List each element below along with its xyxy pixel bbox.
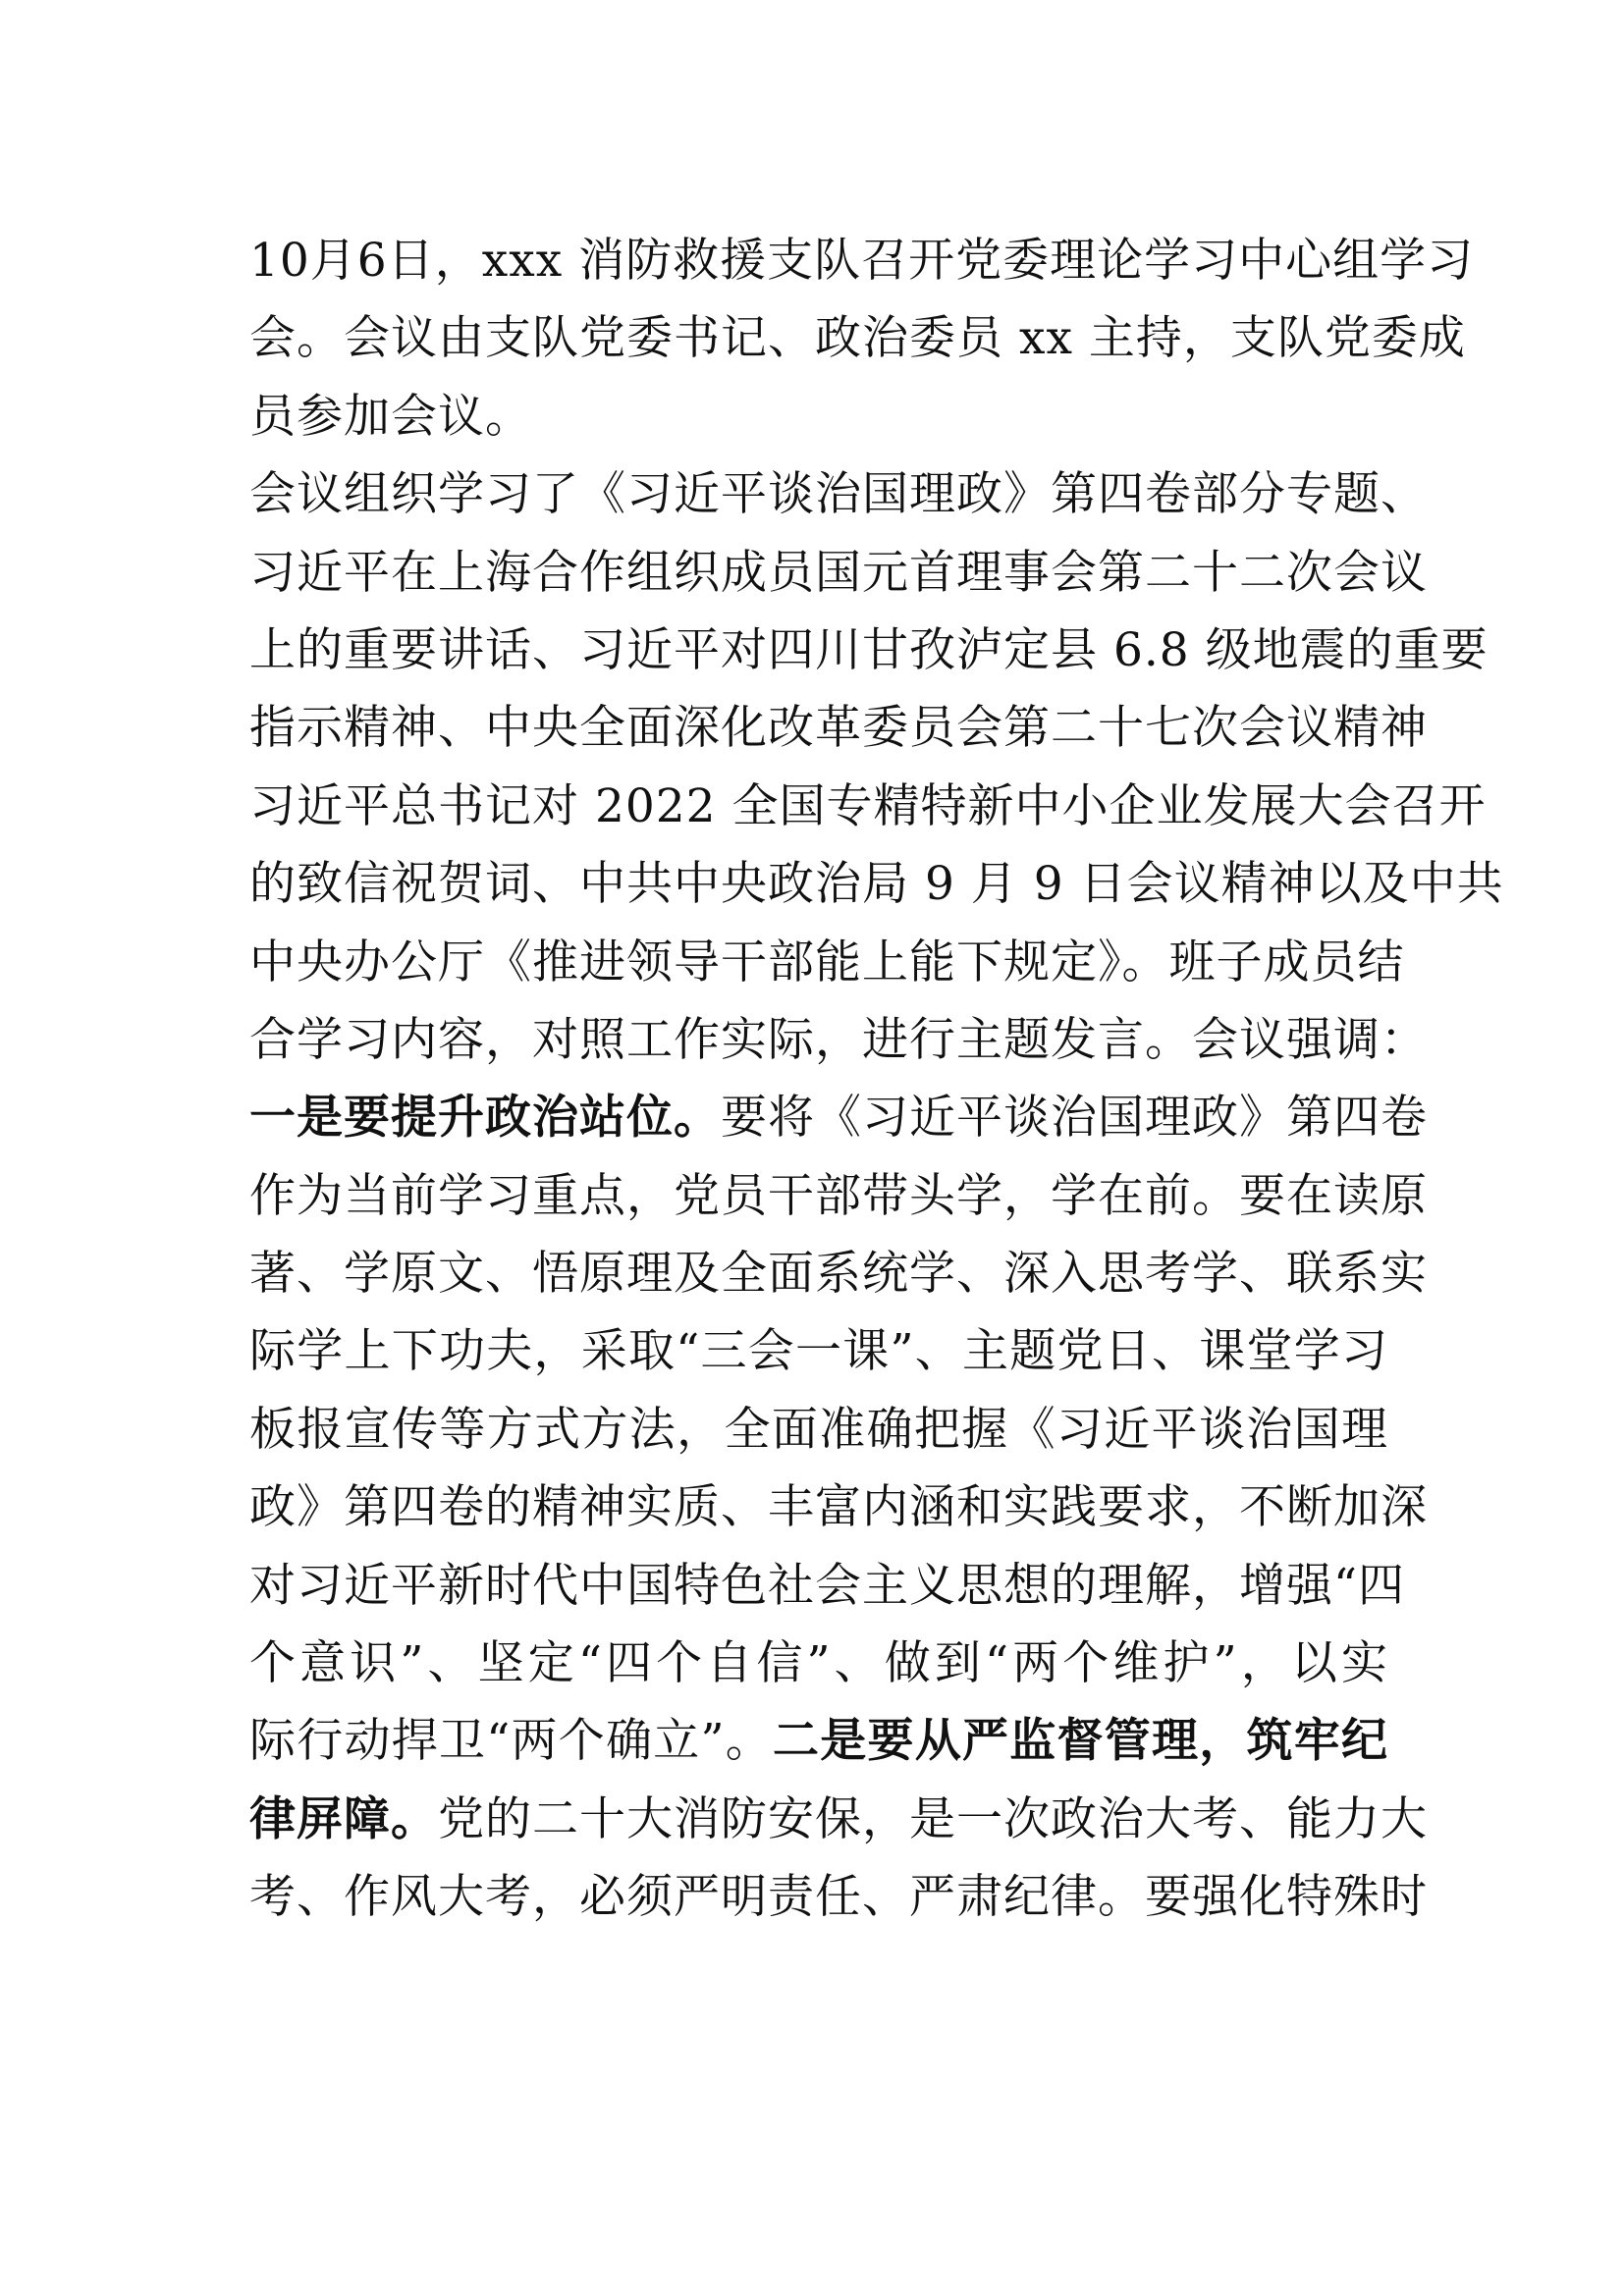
text-line (249, 455, 1428, 533)
body-text: 习近平总书记对 2022 全国专精特新中小企业发展大会召开 (249, 778, 1487, 833)
body-text: 考、作风大考，必须严明责任、严肃纪律。要强化特殊时 (249, 1870, 1428, 1925)
body-text: 际行动捍卫“两个确立”。 (249, 1714, 774, 1769)
body-text: 的致信祝贺词、中共中央政治局 9 月 9 日会议精神以及中共 (249, 857, 1504, 912)
text-line (249, 768, 1487, 845)
text-line (249, 1391, 1388, 1468)
text-line (249, 1858, 1428, 1936)
body-text: 合学习内容，对照工作实际，进行主题发言。会议强调： (249, 1012, 1428, 1067)
text-line (249, 1079, 1428, 1156)
emphasis-text: 二是要从严监督管理，筑牢纪 (773, 1714, 1388, 1769)
text-line (249, 378, 1388, 455)
body-text: 要将《习近平谈治国理政》第四卷 (721, 1091, 1428, 1146)
body-text: 政》第四卷的精神实质、丰富内涵和实践要求，不断加深 (249, 1480, 1428, 1535)
body-text: 党的二十大消防安保，是一次政治大考、能力大 (438, 1791, 1428, 1846)
text-line (249, 845, 1504, 923)
body-text: 个意识”、坚定“四个自信”、做到“两个维护”，以实 (249, 1636, 1388, 1691)
body-text: 10月6日，xxx 消防救援支队召开党委理论学习中心组学习 (249, 234, 1475, 288)
body-text: 会议组织学习了《习近平谈治国理政》第四卷部分专题、 (249, 467, 1428, 522)
text-line (249, 222, 1475, 299)
body-text: 上的重要讲话、习近平对四川甘孜泸定县 6.8 级地震的重要 (249, 622, 1489, 677)
emphasis-text: 一是要提升政治站位。 (249, 1091, 721, 1146)
body-text: 习近平在上海合作组织成员国元首理事会第二十二次会议 (249, 545, 1428, 600)
body-text: 际学上下功夫，采取“三会一课”、主题党日、课堂学习 (249, 1324, 1388, 1379)
body-text: 作为当前学习重点，党员干部带头学，学在前。要在读原 (249, 1168, 1428, 1223)
document-body (249, 222, 1504, 1937)
text-line (249, 1702, 1388, 1780)
text-line (249, 1547, 1406, 1625)
text-line (249, 612, 1489, 689)
body-text: 中央办公厅《推进领导干部能上能下规定》。班子成员结 (249, 934, 1405, 989)
body-text: 对习近平新时代中国特色社会主义思想的理解，增强“四 (249, 1558, 1406, 1613)
text-line (249, 1235, 1428, 1312)
text-line (249, 1781, 1428, 1858)
text-line (249, 534, 1428, 612)
text-line (249, 1468, 1428, 1546)
text-line (249, 1001, 1428, 1079)
body-text: 板报宣传等方式方法，全面准确把握《习近平谈治国理 (249, 1402, 1388, 1457)
text-line (249, 1312, 1388, 1390)
text-line (249, 1625, 1388, 1702)
body-text: 著、学原文、悟原理及全面系统学、深入思考学、联系实 (249, 1247, 1428, 1302)
body-text: 会。会议由支队党委书记、政治委员 xx 主持，支队党委成 (249, 311, 1466, 366)
emphasis-text: 律屏障。 (249, 1791, 438, 1846)
text-line (249, 924, 1405, 1001)
text-line (249, 1157, 1428, 1235)
text-line (249, 689, 1428, 767)
body-text: 员参加会议。 (249, 389, 532, 444)
body-text: 指示精神、中央全面深化改革委员会第二十七次会议精神 (249, 701, 1428, 756)
text-line (249, 299, 1466, 377)
